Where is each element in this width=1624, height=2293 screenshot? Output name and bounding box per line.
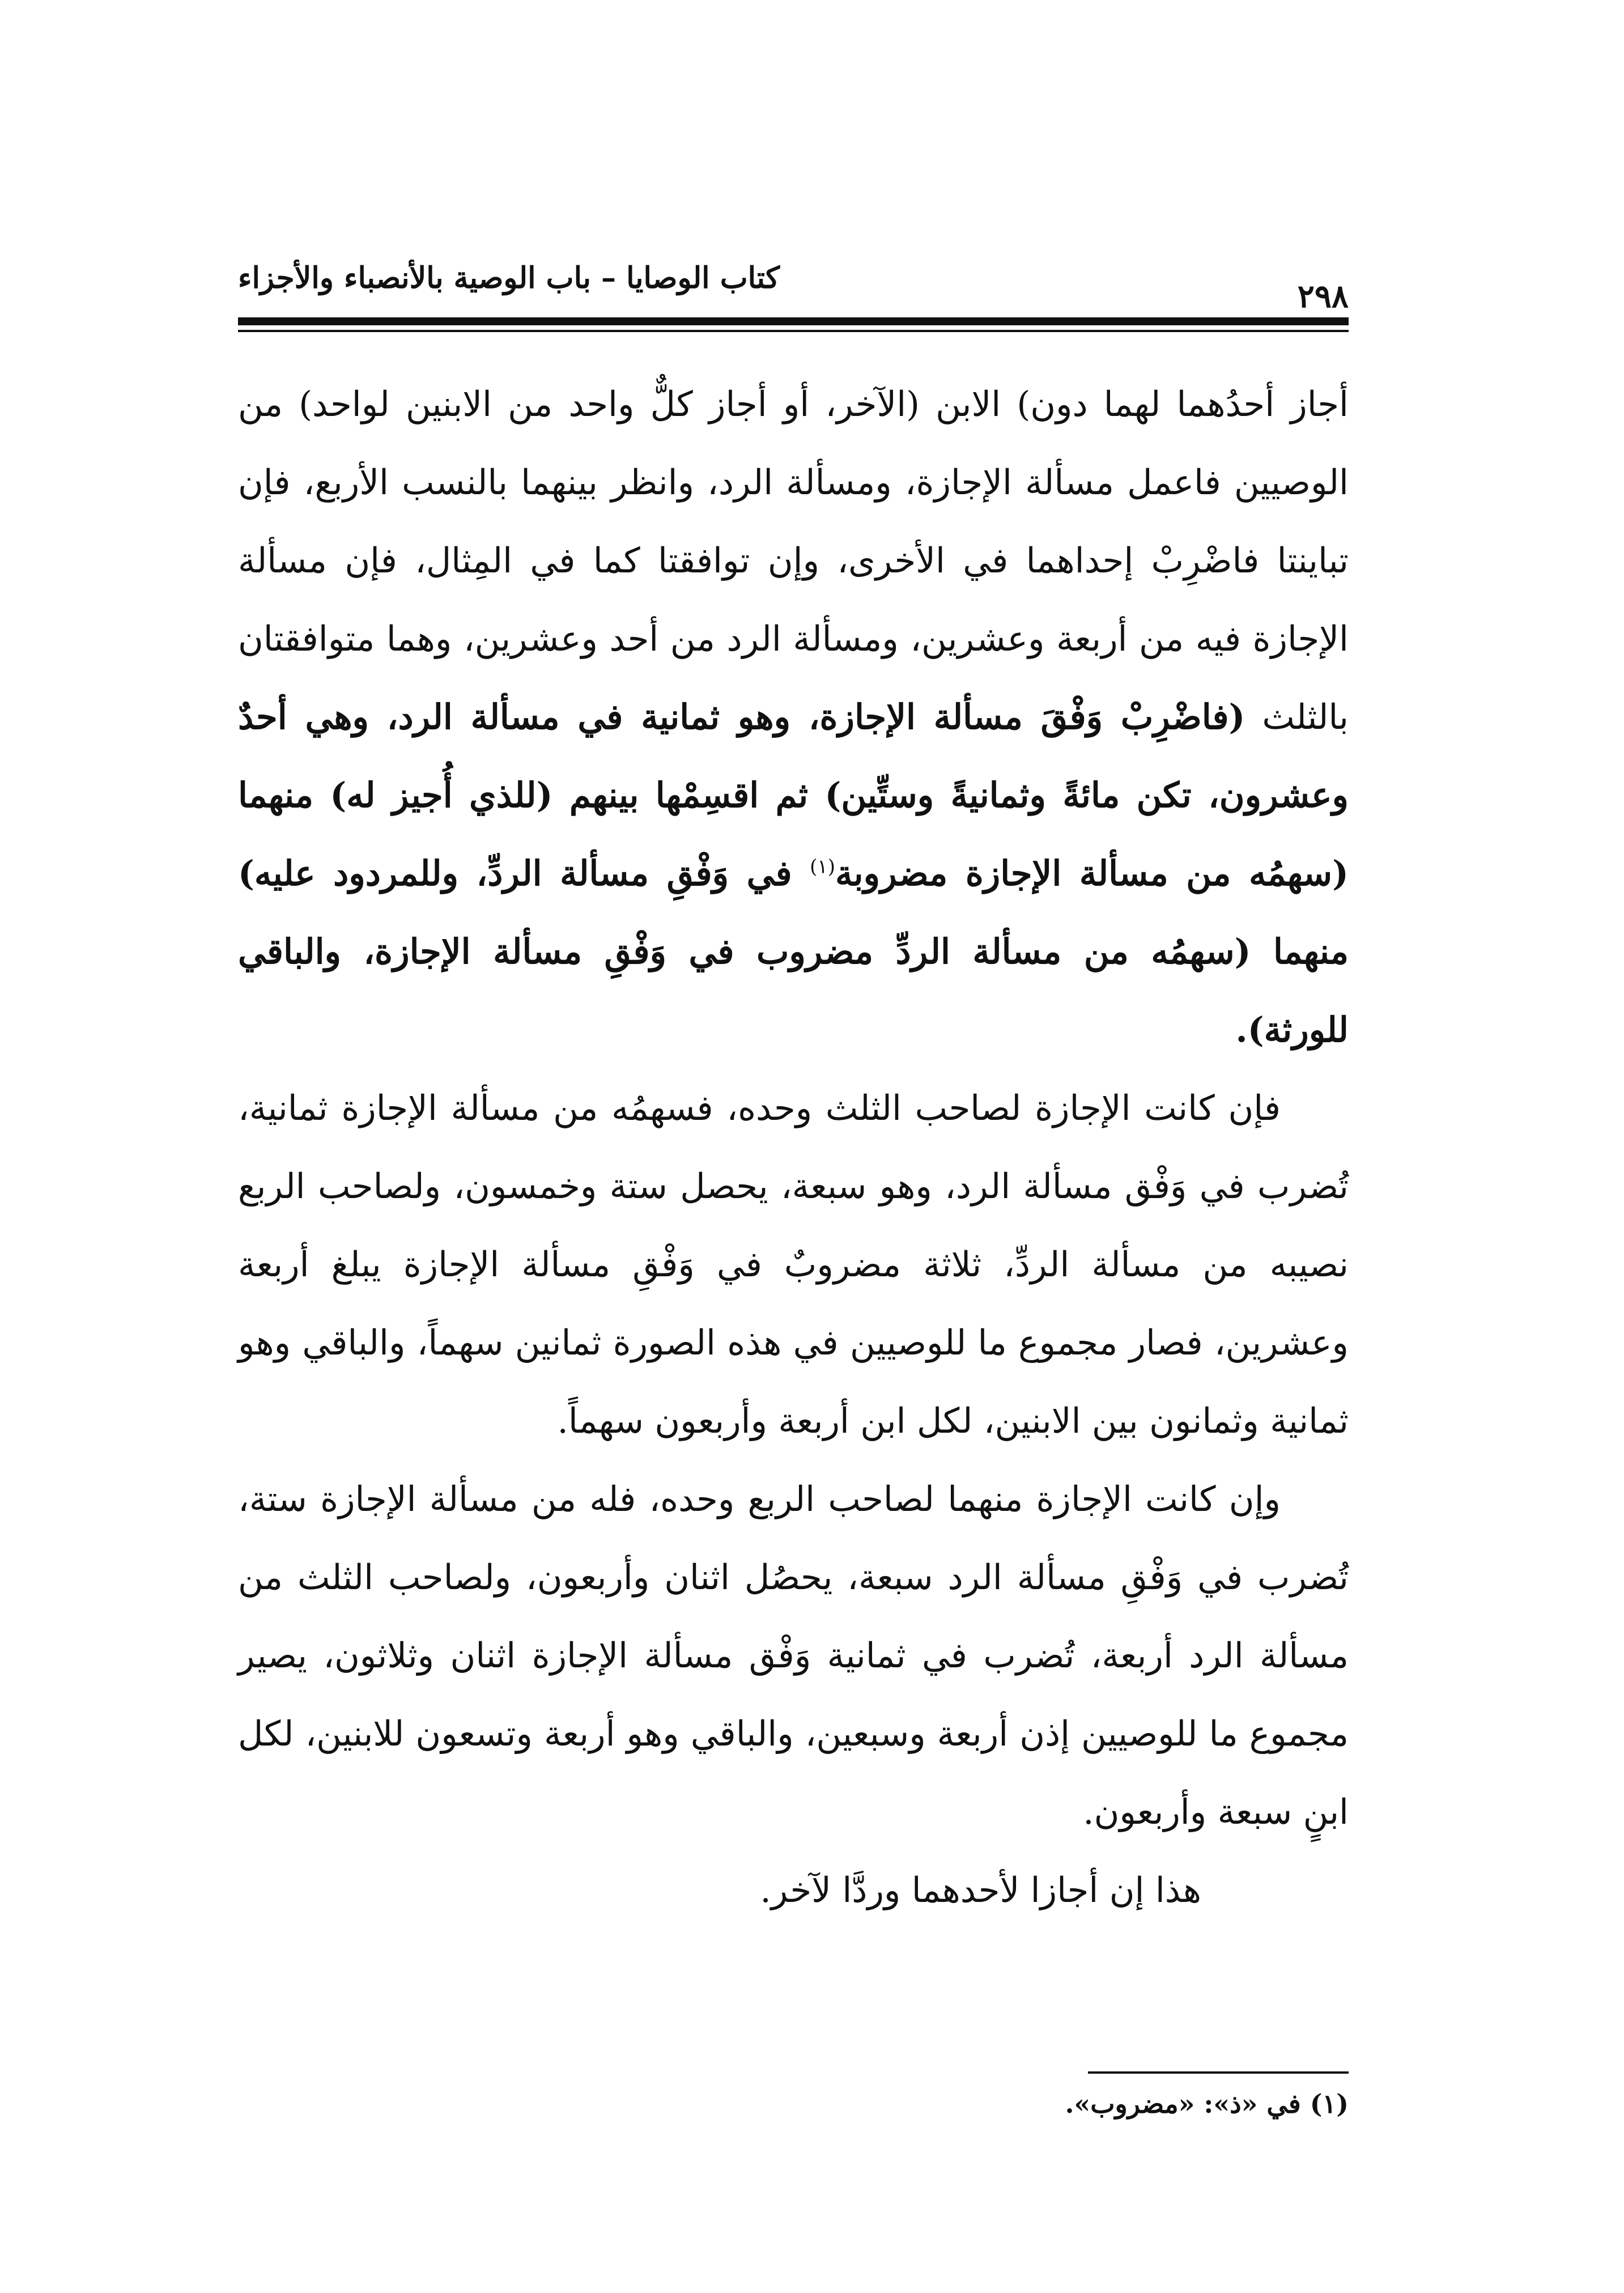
footnote-reference: (١): [810, 855, 835, 878]
text-run: وإن كانت الإجازة منهما لصاحب الربع وحده، فله من مسألة الإجازة ستة، تُضرب في وَفْقِ مسألة الرد سبعة، يحصُل اثنان وأربعون، ولصاحب الثلث من مسألة الرد أربعة، تُضرب في ثمانية وَفْق مسألة الإجازة اثنان وثلاثون، يصير مجموع ما للوصيين إذن أربعة وسبعين، والباقي وهو أربعة وتسعون للابنين، لكل ابنٍ سبعة وأربعون.: [238, 1479, 1349, 1832]
footnote-separator: [1088, 2071, 1349, 2074]
text-run-bold: (فاضْرِبْ وَفْقَ مسألة الإجازة، وهو ثمانية في مسألة الرد، وهي أحدٌ وعشرون، تكن مائةً وثمانيةً وستِّين) ثم اقسِمْها بينهم (للذي أُجيز له) منهما (سهمُه من مسألة الإجازة مضروبة: [238, 697, 1349, 894]
body-text: [238, 366, 1349, 1930]
paragraph-3: [238, 1460, 1349, 1852]
text-run: أجاز أحدُهما لهما دون) الابن (الآخر، أو أجاز كلٌّ واحد من الابنين لواحد) من الوصيين فاعمل مسألة الإجازة، ومسألة الرد، وانظر بينهما بالنسب الأربع، فإن تباينتا فاضْرِبْ إحداهما في الأخرى، وإن توافقتا كما في المِثال، فإن مسألة الإجازة فيه من أربعة وعشرين، ومسألة الرد من أحد وعشرين، وهما متوافقتان بالثلث: [238, 384, 1349, 737]
page-header: [238, 249, 1349, 334]
header-rule-thick: [238, 317, 1349, 325]
paragraph-1: [238, 366, 1349, 1069]
running-title: كتاب الوصايا – باب الوصية بالأنصباء والأجزاء: [238, 261, 780, 295]
text-run-bold: في وَفْقِ مسألة الردِّ، وللمردود عليه) منهما (سهمُه من مسألة الردِّ مضروب في وَفْقِ مسألة الإجازة، والباقي للورثة).: [238, 853, 1349, 1050]
paragraph-4: [238, 1852, 1349, 1930]
paragraph-2: [238, 1069, 1349, 1460]
text-run: فإن كانت الإجازة لصاحب الثلث وحده، فسهمُه من مسألة الإجازة ثمانية، تُضرب في وَفْق مسألة الرد، وهو سبعة، يحصل ستة وخمسون، ولصاحب الربع نصيبه من مسألة الردِّ، ثلاثة مضروبٌ في وَفْقِ مسألة الإجازة يبلغ أربعة وعشرين، فصار مجموع ما للوصيين في هذه الصورة ثمانين سهماً، والباقي وهو ثمانية وثمانون بين الابنين، لكل ابن أربعة وأربعون سهماً.: [238, 1088, 1349, 1441]
text-run: هذا إن أجازا لأحدهما وردَّا لآخر.: [760, 1870, 1201, 1910]
page-number: ٢٩٨: [1297, 278, 1349, 315]
footnote: (١) في «ذ»: «مضروب».: [1065, 2088, 1349, 2119]
header-rule-thin: [238, 330, 1349, 332]
book-page: [238, 249, 1349, 2120]
